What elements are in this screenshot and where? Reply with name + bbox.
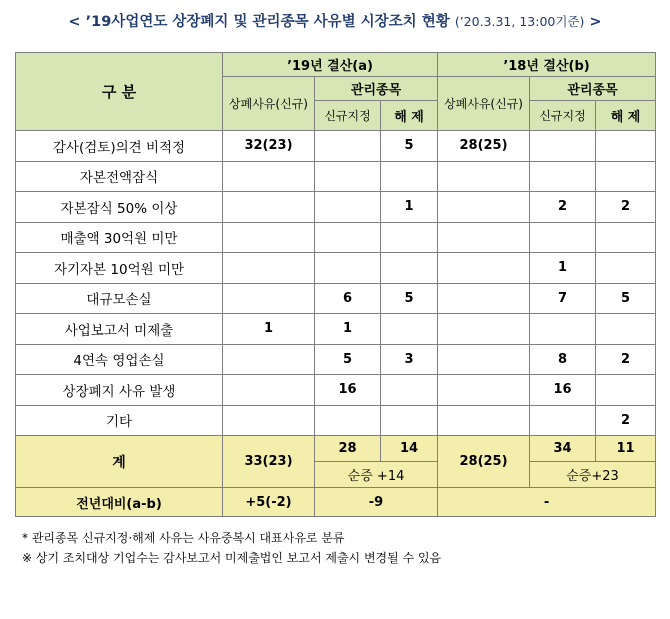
cell-2019-new bbox=[315, 161, 381, 192]
total-2019-release: 14 bbox=[381, 436, 438, 462]
cell-2019-release bbox=[381, 314, 438, 345]
row-label: 기타 bbox=[16, 405, 223, 436]
cell-2018-new: 16 bbox=[530, 375, 596, 406]
row-label: 사업보고서 미제출 bbox=[16, 314, 223, 345]
header-2018-release: 해 제 bbox=[596, 101, 656, 131]
cell-2018-new: 2 bbox=[530, 192, 596, 223]
header-2018: ’18년 결산(b) bbox=[438, 53, 656, 77]
cell-2018-new bbox=[530, 222, 596, 253]
cell-2019-new bbox=[315, 405, 381, 436]
footnote: ※ 상기 조치대상 기업수는 감사보고서 미제출법인 보고서 제출시 변경될 수 있음 bbox=[22, 551, 442, 565]
cell-2019-new: 1 bbox=[315, 314, 381, 345]
total-2018-delist: 28(25) bbox=[438, 436, 530, 488]
cell-2018-new bbox=[530, 405, 596, 436]
cell-2019-release: 1 bbox=[381, 192, 438, 223]
cell-2018-new: 1 bbox=[530, 253, 596, 284]
row-label: 자본전액잠식 bbox=[16, 161, 223, 192]
cell-2019-release bbox=[381, 161, 438, 192]
cell-2019-new bbox=[315, 222, 381, 253]
row-label: 감사(검토)의견 비적정 bbox=[16, 131, 223, 162]
cell-2019-new bbox=[315, 192, 381, 223]
yoy-row bbox=[16, 488, 656, 517]
yoy-delist: +5(-2) bbox=[223, 488, 315, 517]
cell-2019-new bbox=[315, 131, 381, 162]
row-label: 매출액 30억원 미만 bbox=[16, 222, 223, 253]
cell-2018-release bbox=[596, 131, 656, 162]
cell-2018-delist bbox=[438, 161, 530, 192]
table-row bbox=[16, 253, 656, 284]
cell-2019-new: 6 bbox=[315, 283, 381, 314]
cell-2018-release bbox=[596, 253, 656, 284]
cell-2018-delist bbox=[438, 344, 530, 375]
table-row bbox=[16, 283, 656, 314]
cell-2018-delist: 28(25) bbox=[438, 131, 530, 162]
table-row bbox=[16, 192, 656, 223]
yoy-2018: - bbox=[438, 488, 656, 517]
cell-2018-release: 5 bbox=[596, 283, 656, 314]
cell-2019-delist bbox=[223, 253, 315, 284]
total-2019-new: 28 bbox=[315, 436, 381, 462]
cell-2018-delist bbox=[438, 405, 530, 436]
cell-2019-delist bbox=[223, 161, 315, 192]
table-row bbox=[16, 131, 656, 162]
cell-2019-delist: 1 bbox=[223, 314, 315, 345]
cell-2019-release: 3 bbox=[381, 344, 438, 375]
cell-2018-release: 2 bbox=[596, 192, 656, 223]
cell-2018-new bbox=[530, 161, 596, 192]
cell-2019-delist bbox=[223, 192, 315, 223]
cell-2019-new bbox=[315, 253, 381, 284]
cell-2019-release bbox=[381, 405, 438, 436]
header-2018-managed: 관리종목 bbox=[530, 77, 656, 101]
total-2019-delist: 33(23) bbox=[223, 436, 315, 488]
header-2019-release: 해 제 bbox=[381, 101, 438, 131]
header-2018-new: 신규지정 bbox=[530, 101, 596, 131]
cell-2018-delist bbox=[438, 253, 530, 284]
cell-2019-new: 16 bbox=[315, 375, 381, 406]
table-row bbox=[16, 344, 656, 375]
table-row bbox=[16, 222, 656, 253]
footnote: * 관리종목 신규지정·해제 사유는 사유중복시 대표사유로 분류 bbox=[22, 531, 345, 545]
row-label: 자본잠식 50% 이상 bbox=[16, 192, 223, 223]
cell-2018-release: 2 bbox=[596, 344, 656, 375]
yoy-managed: -9 bbox=[315, 488, 438, 517]
cell-2018-release bbox=[596, 375, 656, 406]
row-label: 대규모손실 bbox=[16, 283, 223, 314]
table-row bbox=[16, 405, 656, 436]
title-end: > bbox=[584, 14, 602, 30]
header-2019-delist: 상폐사유(신규) bbox=[223, 77, 315, 131]
table-row bbox=[16, 314, 656, 345]
cell-2018-new bbox=[530, 131, 596, 162]
cell-2019-release: 5 bbox=[381, 283, 438, 314]
cell-2018-new: 8 bbox=[530, 344, 596, 375]
yoy-label: 전년대비(a-b) bbox=[16, 488, 223, 517]
cell-2018-release bbox=[596, 222, 656, 253]
total-label: 계 bbox=[16, 436, 223, 488]
cell-2019-release bbox=[381, 222, 438, 253]
cell-2018-delist bbox=[438, 314, 530, 345]
cell-2019-release bbox=[381, 253, 438, 284]
cell-2018-release: 2 bbox=[596, 405, 656, 436]
cell-2019-delist: 32(23) bbox=[223, 131, 315, 162]
cell-2018-delist bbox=[438, 375, 530, 406]
cell-2019-delist bbox=[223, 283, 315, 314]
cell-2019-delist bbox=[223, 344, 315, 375]
cell-2019-release bbox=[381, 375, 438, 406]
total-2018-new: 34 bbox=[530, 436, 596, 462]
title-main: < ’19사업연도 상장폐지 및 관리종목 사유별 시장조치 현황 bbox=[68, 14, 450, 30]
cell-2018-release bbox=[596, 161, 656, 192]
total-2019-net: 순증 +14 bbox=[315, 462, 438, 488]
total-2018-release: 11 bbox=[596, 436, 656, 462]
row-label: 상장폐지 사유 발생 bbox=[16, 375, 223, 406]
cell-2019-release: 5 bbox=[381, 131, 438, 162]
header-2019: ’19년 결산(a) bbox=[223, 53, 438, 77]
header-2019-new: 신규지정 bbox=[315, 101, 381, 131]
header-2019-managed: 관리종목 bbox=[315, 77, 438, 101]
status-table bbox=[15, 52, 656, 517]
footnotes bbox=[22, 528, 441, 568]
row-label: 자기자본 10억원 미만 bbox=[16, 253, 223, 284]
cell-2018-new bbox=[530, 314, 596, 345]
cell-2019-new: 5 bbox=[315, 344, 381, 375]
page-title bbox=[0, 10, 670, 31]
cell-2019-delist bbox=[223, 375, 315, 406]
title-date: (’20.3.31, 13:00기준) bbox=[454, 14, 585, 29]
cell-2018-delist bbox=[438, 222, 530, 253]
cell-2018-new: 7 bbox=[530, 283, 596, 314]
cell-2019-delist bbox=[223, 405, 315, 436]
cell-2018-delist bbox=[438, 283, 530, 314]
cell-2019-delist bbox=[223, 222, 315, 253]
header-2018-delist: 상폐사유(신규) bbox=[438, 77, 530, 131]
cell-2018-delist bbox=[438, 192, 530, 223]
total-2018-net: 순증+23 bbox=[530, 462, 656, 488]
total-row bbox=[16, 436, 656, 462]
cell-2018-release bbox=[596, 314, 656, 345]
row-label: 4연속 영업손실 bbox=[16, 344, 223, 375]
table-row bbox=[16, 161, 656, 192]
table-row bbox=[16, 375, 656, 406]
header-category: 구 분 bbox=[16, 53, 223, 131]
